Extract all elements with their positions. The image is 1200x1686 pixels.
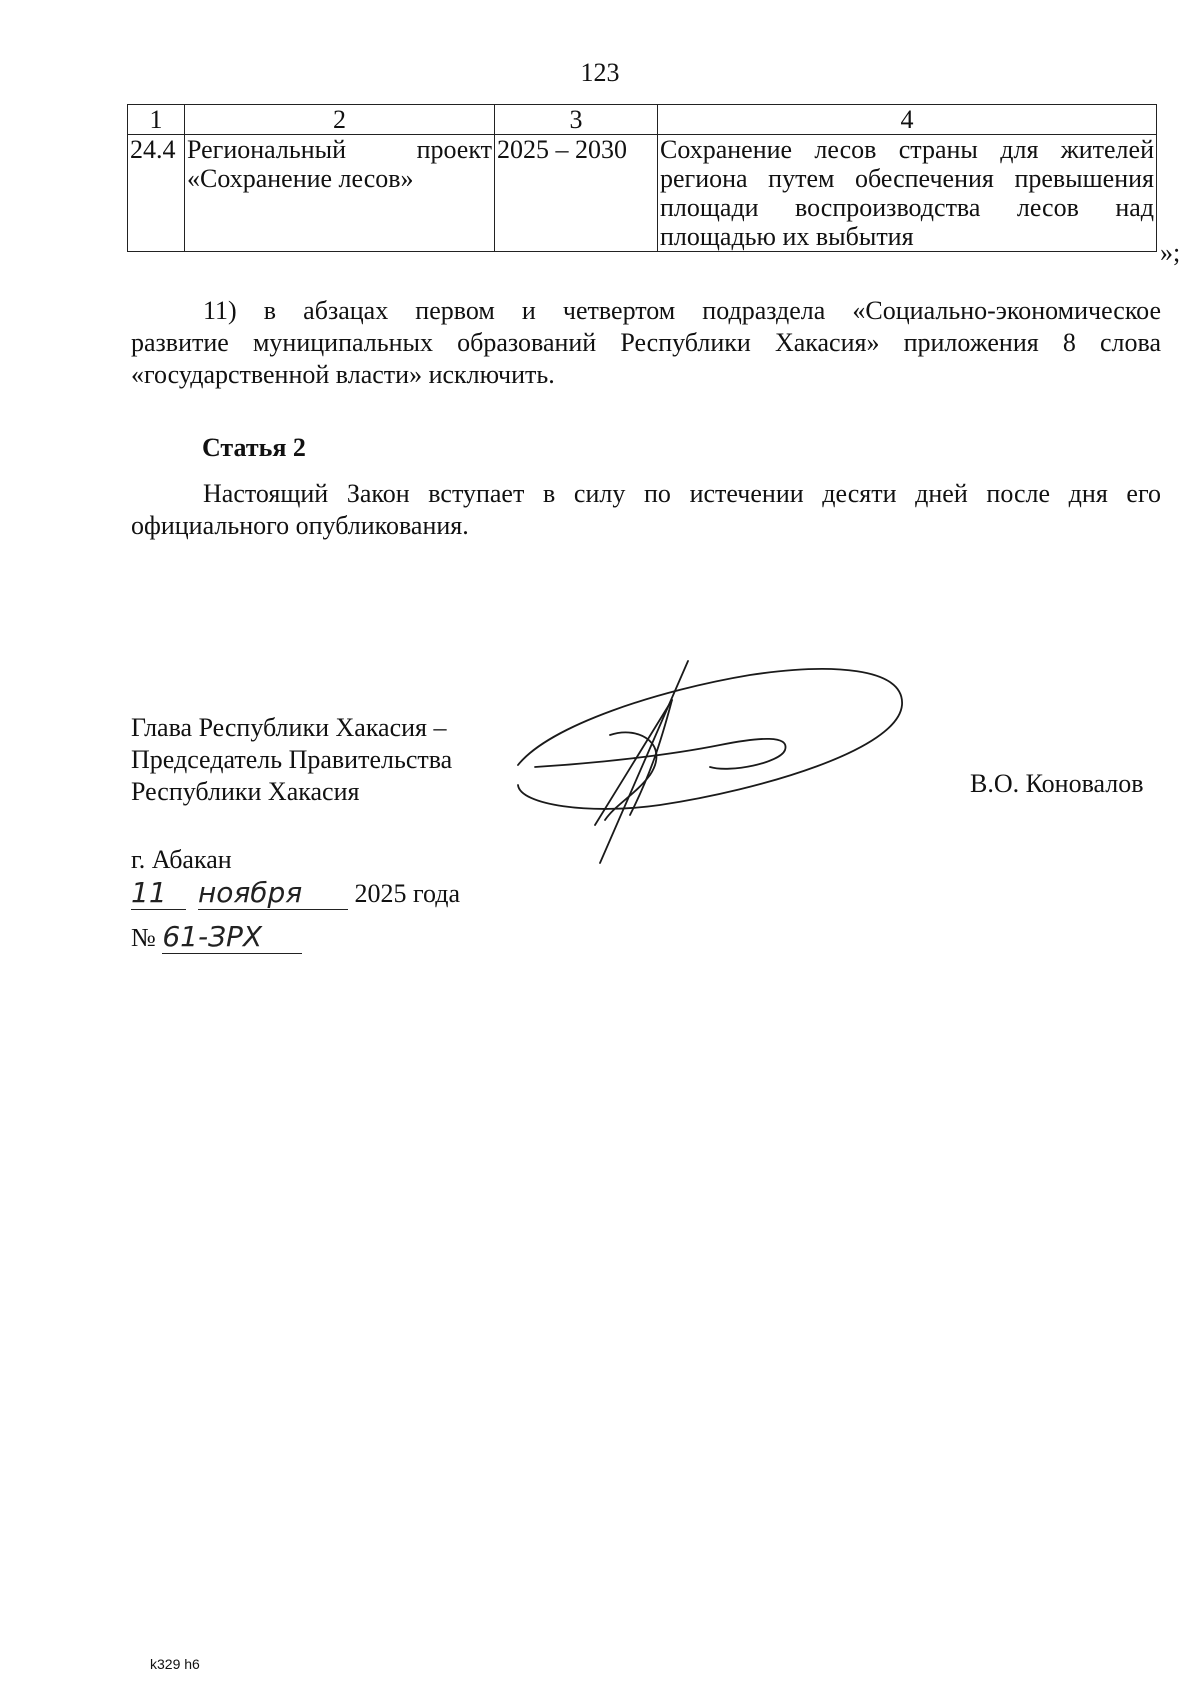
date-day: 11 [131, 876, 186, 910]
article-paragraph [131, 478, 1161, 542]
amendment-paragraph [131, 295, 1161, 391]
amendment-line: развитие муниципальных образований Республики Хакасия» приложения 8 слова [131, 328, 1161, 357]
article-line: Настоящий Закон вступает в силу по истечении десяти дней после дня его [203, 479, 1161, 508]
goal-line: площади воспроизводства лесов над [660, 193, 1154, 222]
closing-quote: »; [1160, 238, 1181, 267]
signatory-name: В.О. Коновалов [970, 769, 1144, 798]
number-prefix: № [131, 923, 156, 952]
signatory-title-line: Глава Республики Хакасия – [131, 713, 447, 742]
page-number: 123 [580, 58, 620, 87]
city: г. Абакан [131, 845, 232, 874]
amendment-line: 11) в абзацах первом и четвертом подраздела «Социально-экономическое [203, 296, 1161, 325]
signing-date [131, 876, 460, 910]
amendment-line: «государственной власти» исключить. [131, 360, 555, 389]
table-header-cell: 3 [495, 105, 658, 135]
article-heading: Статья 2 [202, 433, 306, 462]
goal-cell [658, 135, 1157, 252]
goal-line: площадью их выбытия [660, 222, 914, 251]
goal-line: региона путем обеспечения превышения [660, 164, 1154, 193]
table-header-cell: 2 [185, 105, 495, 135]
signatory-title [131, 712, 452, 808]
date-year: 2025 года [354, 879, 461, 908]
project-name-line: «Сохранение лесов» [187, 164, 414, 193]
handwritten-signature [510, 655, 930, 870]
article-line: официального опубликования. [131, 511, 469, 540]
footer-code: k329 h6 [150, 1656, 200, 1672]
table-header-cell: 4 [658, 105, 1157, 135]
signatory-title-line: Республики Хакасия [131, 777, 360, 806]
date-month: ноября [198, 876, 348, 910]
law-table [127, 104, 1157, 252]
number-value: 61-ЗРХ [162, 920, 302, 954]
table-header-cell: 1 [128, 105, 185, 135]
goal-line: Сохранение лесов страны для жителей [660, 135, 1154, 164]
table-row [128, 135, 1157, 252]
project-name-line: Региональный проект [187, 135, 492, 164]
table-header-row [128, 105, 1157, 135]
signatory-title-line: Председатель Правительства [131, 745, 453, 774]
period-cell: 2025 – 2030 [495, 135, 658, 252]
law-number [131, 920, 302, 954]
row-number: 24.4 [128, 135, 185, 252]
project-name-cell [185, 135, 495, 252]
